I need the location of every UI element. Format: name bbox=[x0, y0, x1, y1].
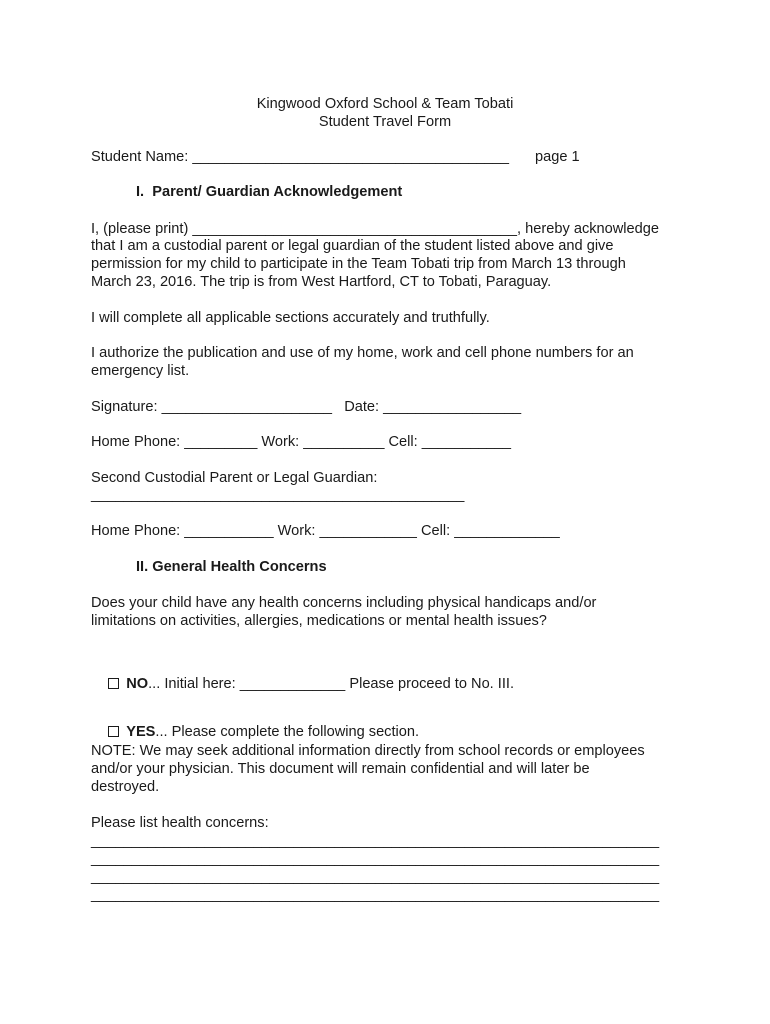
acknowledgement-line-1[interactable]: I, (please print) ________________________________________, hereby acknowledge bbox=[91, 221, 660, 237]
acknowledgement-line-2: that I am a custodial parent or legal guardian of the student listed above and give bbox=[91, 238, 614, 254]
acknowledgement-line-3: permission for my child to participate in the Team Tobati trip from March 13 through bbox=[91, 256, 626, 272]
yes-checkbox[interactable] bbox=[108, 726, 119, 737]
section-1-heading: I. Parent/ Guardian Acknowledgement bbox=[136, 184, 403, 200]
note-line-1: NOTE: We may seek additional information directly from school records or employees bbox=[91, 743, 645, 759]
health-question-line-1: Does your child have any health concerns including physical handicaps and/or bbox=[91, 595, 597, 611]
note-line-3: destroyed. bbox=[91, 779, 160, 795]
form-title: Kingwood Oxford School & Team Tobati bbox=[256, 96, 514, 112]
no-option-label: NO bbox=[126, 676, 149, 692]
yes-option-label: YES bbox=[126, 724, 156, 740]
second-phone-fields[interactable]: Home Phone: ___________ Work: ____________ Cell: _____________ bbox=[91, 523, 560, 539]
health-concerns-blank-3[interactable]: ______________________________________________________________________ bbox=[91, 869, 660, 885]
page-number: page 1 bbox=[535, 149, 580, 165]
form-subtitle: Student Travel Form bbox=[318, 114, 452, 130]
acknowledgement-line-4: March 23, 2016. The trip is from West Hartford, CT to Tobati, Paraguay. bbox=[91, 274, 552, 290]
no-option-text: ... Initial here: _____________ Please proceed to No. III. bbox=[148, 676, 515, 692]
authorize-line-1: I authorize the publication and use of my home, work and cell phone numbers for an bbox=[91, 345, 634, 361]
second-parent-field[interactable]: ______________________________________________ bbox=[91, 487, 465, 503]
no-checkbox[interactable] bbox=[108, 678, 119, 689]
phone-fields[interactable]: Home Phone: _________ Work: __________ Cell: ___________ bbox=[91, 434, 512, 450]
second-parent-label: Second Custodial Parent or Legal Guardian: bbox=[91, 470, 378, 486]
health-concerns-blank-4[interactable]: ______________________________________________________________________ bbox=[91, 887, 660, 903]
complete-statement: I will complete all applicable sections accurately and truthfully. bbox=[91, 310, 490, 326]
no-option-row[interactable] bbox=[92, 657, 514, 711]
section-2-heading: II. General Health Concerns bbox=[136, 559, 327, 575]
health-concerns-label: Please list health concerns: bbox=[91, 815, 269, 831]
authorize-line-2: emergency list. bbox=[91, 363, 190, 379]
signature-date-field[interactable]: Signature: _____________________ Date: _________________ bbox=[91, 399, 522, 415]
health-concerns-blank-2[interactable]: ______________________________________________________________________ bbox=[91, 851, 660, 867]
student-name-field[interactable]: Student Name: _______________________________________ bbox=[91, 149, 509, 165]
health-concerns-blank-1[interactable]: ______________________________________________________________________ bbox=[91, 833, 660, 849]
yes-option-text: ... Please complete the following section. bbox=[155, 724, 420, 740]
health-question-line-2: limitations on activities, allergies, medications or mental health issues? bbox=[91, 613, 547, 629]
note-line-2: and/or your physician. This document will remain confidential and will later be bbox=[91, 761, 590, 777]
